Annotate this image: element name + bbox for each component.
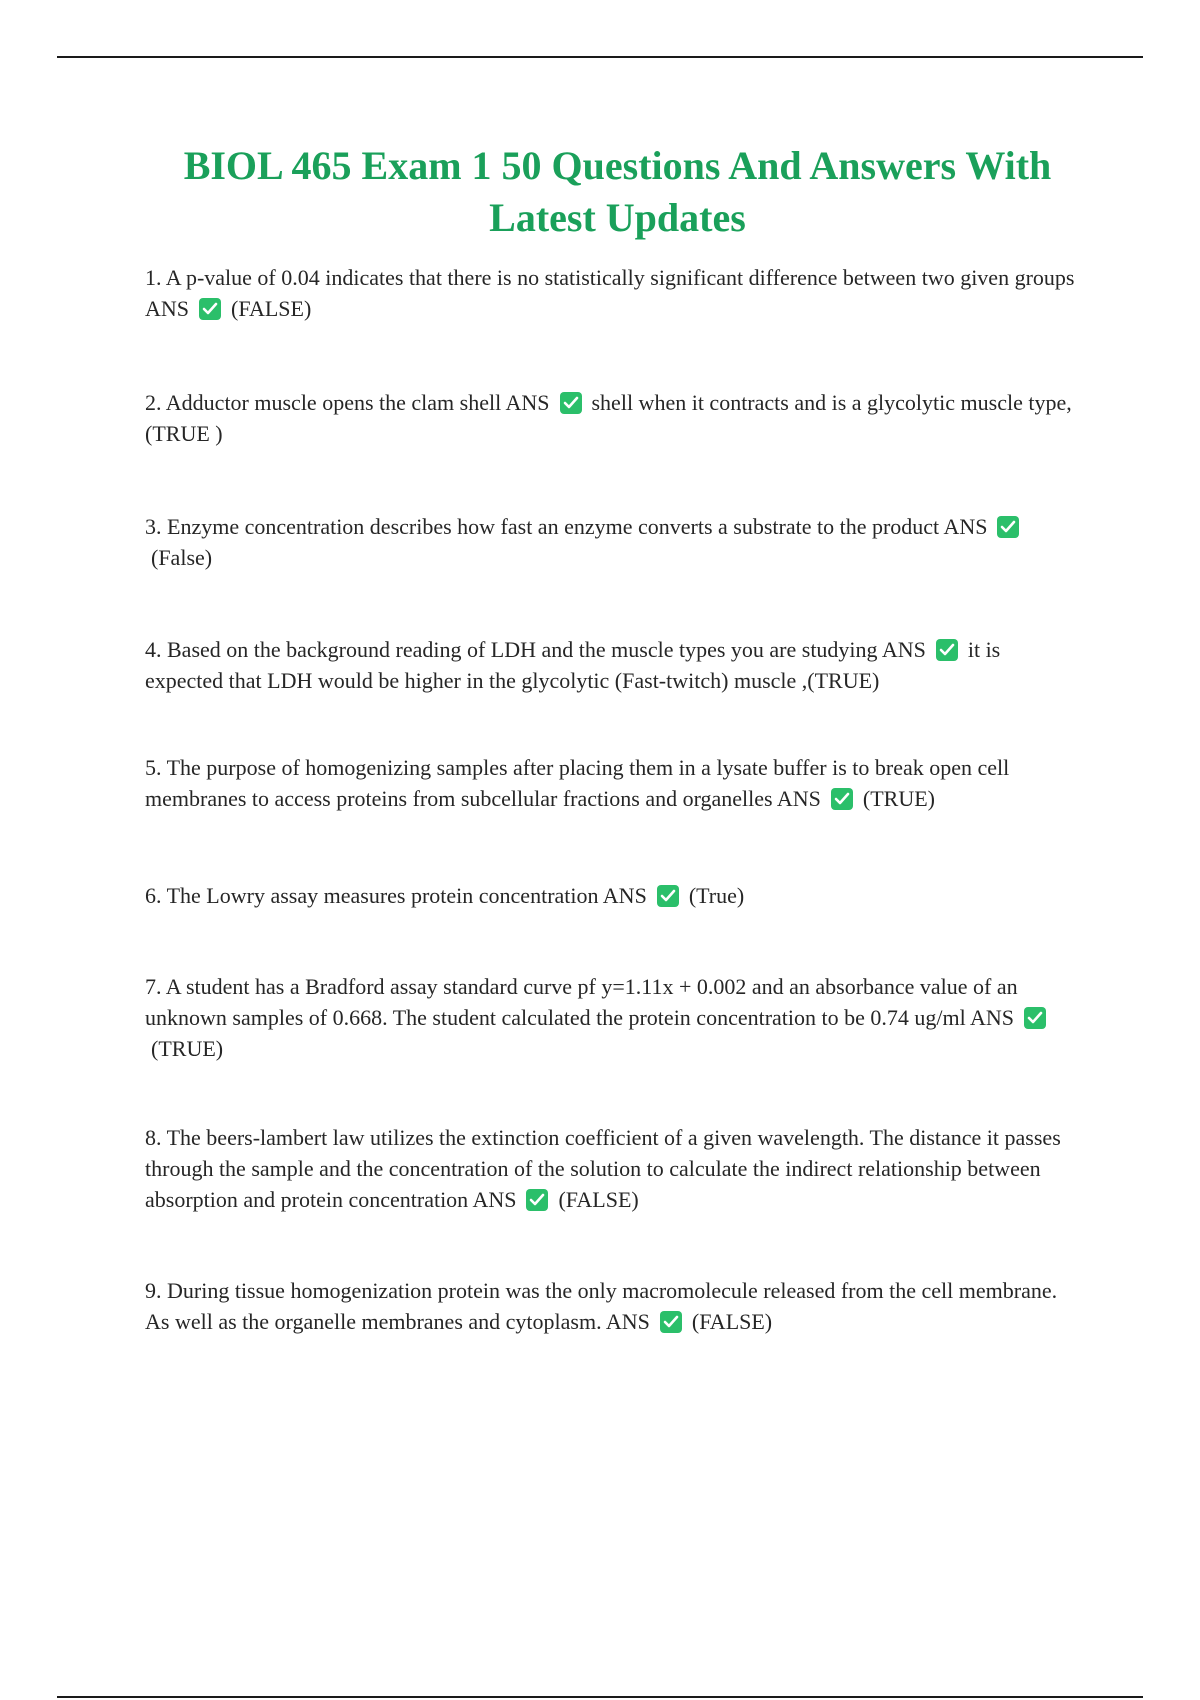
answer-text: (FALSE)	[691, 1309, 773, 1334]
question-text: 3. Enzyme concentration describes how fast an enzyme converts a substrate to the product ANS	[145, 514, 988, 539]
question-text: 6. The Lowry assay measures protein concentration ANS	[145, 883, 647, 908]
answer-text: (True)	[688, 883, 745, 908]
question-text: 4. Based on the background reading of LDH and the muscle types you are studying ANS	[145, 637, 926, 662]
title-line-2: Latest Updates	[489, 195, 746, 240]
title-line-1: BIOL 465 Exam 1 50 Questions And Answers With	[183, 143, 1052, 188]
question-3	[145, 511, 1075, 573]
question-7	[145, 971, 1075, 1064]
check-mark-icon	[199, 298, 221, 320]
question-text: 9. During tissue homogenization protein was the only macromolecule released from the cell membrane. As well as the organelle membranes and cytoplasm. ANS	[145, 1278, 1058, 1334]
check-mark-icon	[936, 639, 958, 661]
check-mark-icon	[560, 392, 582, 414]
check-mark-icon	[997, 516, 1019, 538]
check-mark-icon	[1024, 1007, 1046, 1029]
answer-text: it is expected that LDH would be higher in the glycolytic (Fast-twitch) muscle ,(TRUE)	[145, 637, 1001, 693]
question-text: 7. A student has a Bradford assay standard curve pf y=1.11x + 0.002 and an absorbance value of an unknown samples of 0.668. The student calculated the protein concentration to be 0.74 ug/ml ANS	[145, 974, 1018, 1030]
bottom-rule	[57, 1696, 1143, 1698]
answer-text: (FALSE)	[231, 296, 312, 321]
answer-text: (TRUE)	[862, 786, 935, 811]
top-rule	[57, 56, 1143, 58]
question-5	[145, 752, 1075, 814]
question-text: 8. The beers-lambert law utilizes the extinction coefficient of a given wavelength. The distance it passes through the sample and the concentration of the solution to calculate the indirect relationship between absorption and protein concentration ANS	[145, 1125, 1061, 1212]
question-2	[145, 387, 1075, 449]
answer-text: shell when it contracts and is a glycolytic muscle type, (TRUE )	[145, 390, 1072, 446]
question-text: 2. Adductor muscle opens the clam shell ANS	[145, 390, 550, 415]
check-mark-icon	[660, 1311, 682, 1333]
answer-text: (False)	[151, 545, 213, 570]
answer-text: (FALSE)	[558, 1187, 639, 1212]
question-8	[145, 1122, 1075, 1215]
question-text: 5. The purpose of homogenizing samples after placing them in a lysate buffer is to break open cell membranes to access proteins from subcellular fractions and organelles ANS	[145, 755, 1010, 811]
question-1	[145, 262, 1075, 324]
question-text: 1. A p-value of 0.04 indicates that there is no statistically significant difference between two given groups ANS	[145, 265, 1075, 321]
question-4	[145, 634, 1075, 696]
check-mark-icon	[526, 1189, 548, 1211]
answer-text: (TRUE)	[151, 1036, 224, 1061]
check-mark-icon	[831, 788, 853, 810]
question-9	[145, 1275, 1075, 1337]
question-6	[145, 880, 1075, 911]
check-mark-icon	[657, 885, 679, 907]
document-title	[150, 140, 1085, 244]
